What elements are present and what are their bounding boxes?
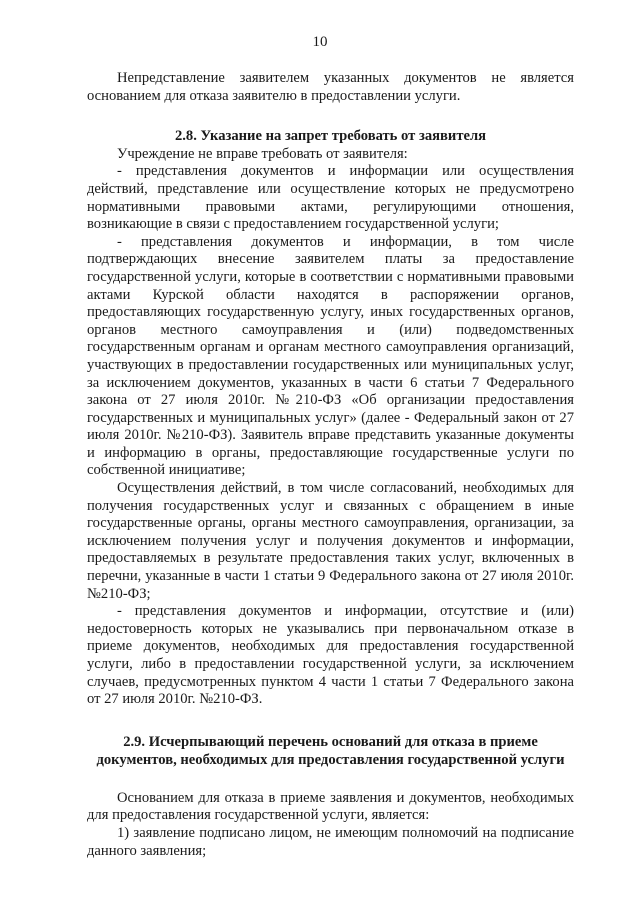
page-number: 10: [312, 34, 328, 50]
section-2-9-paragraph: 1) заявление подписано лицом, не имеющим полномочий на подписание данного заявления;: [87, 824, 574, 859]
section-2-8-paragraph: - представления документов и информации, отсутствие и (или) недостоверность которых не указывались при первоначальном отказе в приеме документов, необходимых для предоставления государственной услуги, либо в предоставлении государственной услуги, за исключением случаев, предусмотренных пунктом 4 части 1 статьи 7 Федерального закона от 27 июля 2010г. №210-ФЗ.: [87, 603, 574, 708]
section-2-8-paragraph: - представления документов и информации, в том числе подтверждающих внесение заявителем платы за предоставление государственной услуги, которые в соответствии с нормативными правовыми актами Курской области находятся в распоряжении органов, предоставляющих государственную услугу, иных государственных органов, органов местного самоуправления и (или) подведомственных государственным органам и органам местного самоуправления организаций, участвующих в предоставлении государственных или муниципальных услуг, за исключением документов, указанных в части 6 статьи 7 Федерального закона от 27 июля 2010г. №210-ФЗ «Об организации предоставления государственных и муниципальных услуг» (далее - Федеральный закон от 27 июля 2010г. №210-ФЗ). Заявитель вправе представить указанные документы и информацию в органы, предоставляющие государственные услуги по собственной инициативе;: [87, 233, 574, 479]
section-2-8-paragraph: - представления документов и информации или осуществления действий, представление или осуществление которых не предусмотрено нормативными правовыми актами, регулирующими отношения, возникающие в связи с предоставлением государственной услуги;: [87, 163, 574, 233]
section-2-8-heading: 2.8. Указание на запрет требовать от заявителя: [174, 128, 487, 145]
document-body: [87, 70, 574, 860]
section-2-9-heading-line: документов, необходимых для предоставления государственной услуги: [96, 751, 565, 768]
section-2-9-paragraph: Основанием для отказа в приеме заявления и документов, необходимых для предоставления государственной услуги, является:: [87, 789, 574, 824]
section-2-9-heading-line: 2.9. Исчерпывающий перечень оснований для отказа в приеме: [123, 733, 538, 750]
intro-paragraph: Непредставление заявителем указанных документов не является основанием для отказа заявителю в предоставлении услуги.: [87, 70, 574, 104]
section-2-8-paragraph: Учреждение не вправе требовать от заявителя:: [117, 145, 408, 162]
section-2-8-paragraph: Осуществления действий, в том числе согласований, необходимых для получения государственных услуг и связанных с обращением в иные государственные органы, органы местного самоуправления, организации, за исключением получения услуг и получения документов и информации, предоставляемых в результате предоставления таких услуг, включенных в перечни, указанные в части 1 статьи 9 Федерального закона от 27 июля 2010г. №210-ФЗ;: [87, 480, 574, 602]
section-2-9-heading: [87, 733, 574, 769]
